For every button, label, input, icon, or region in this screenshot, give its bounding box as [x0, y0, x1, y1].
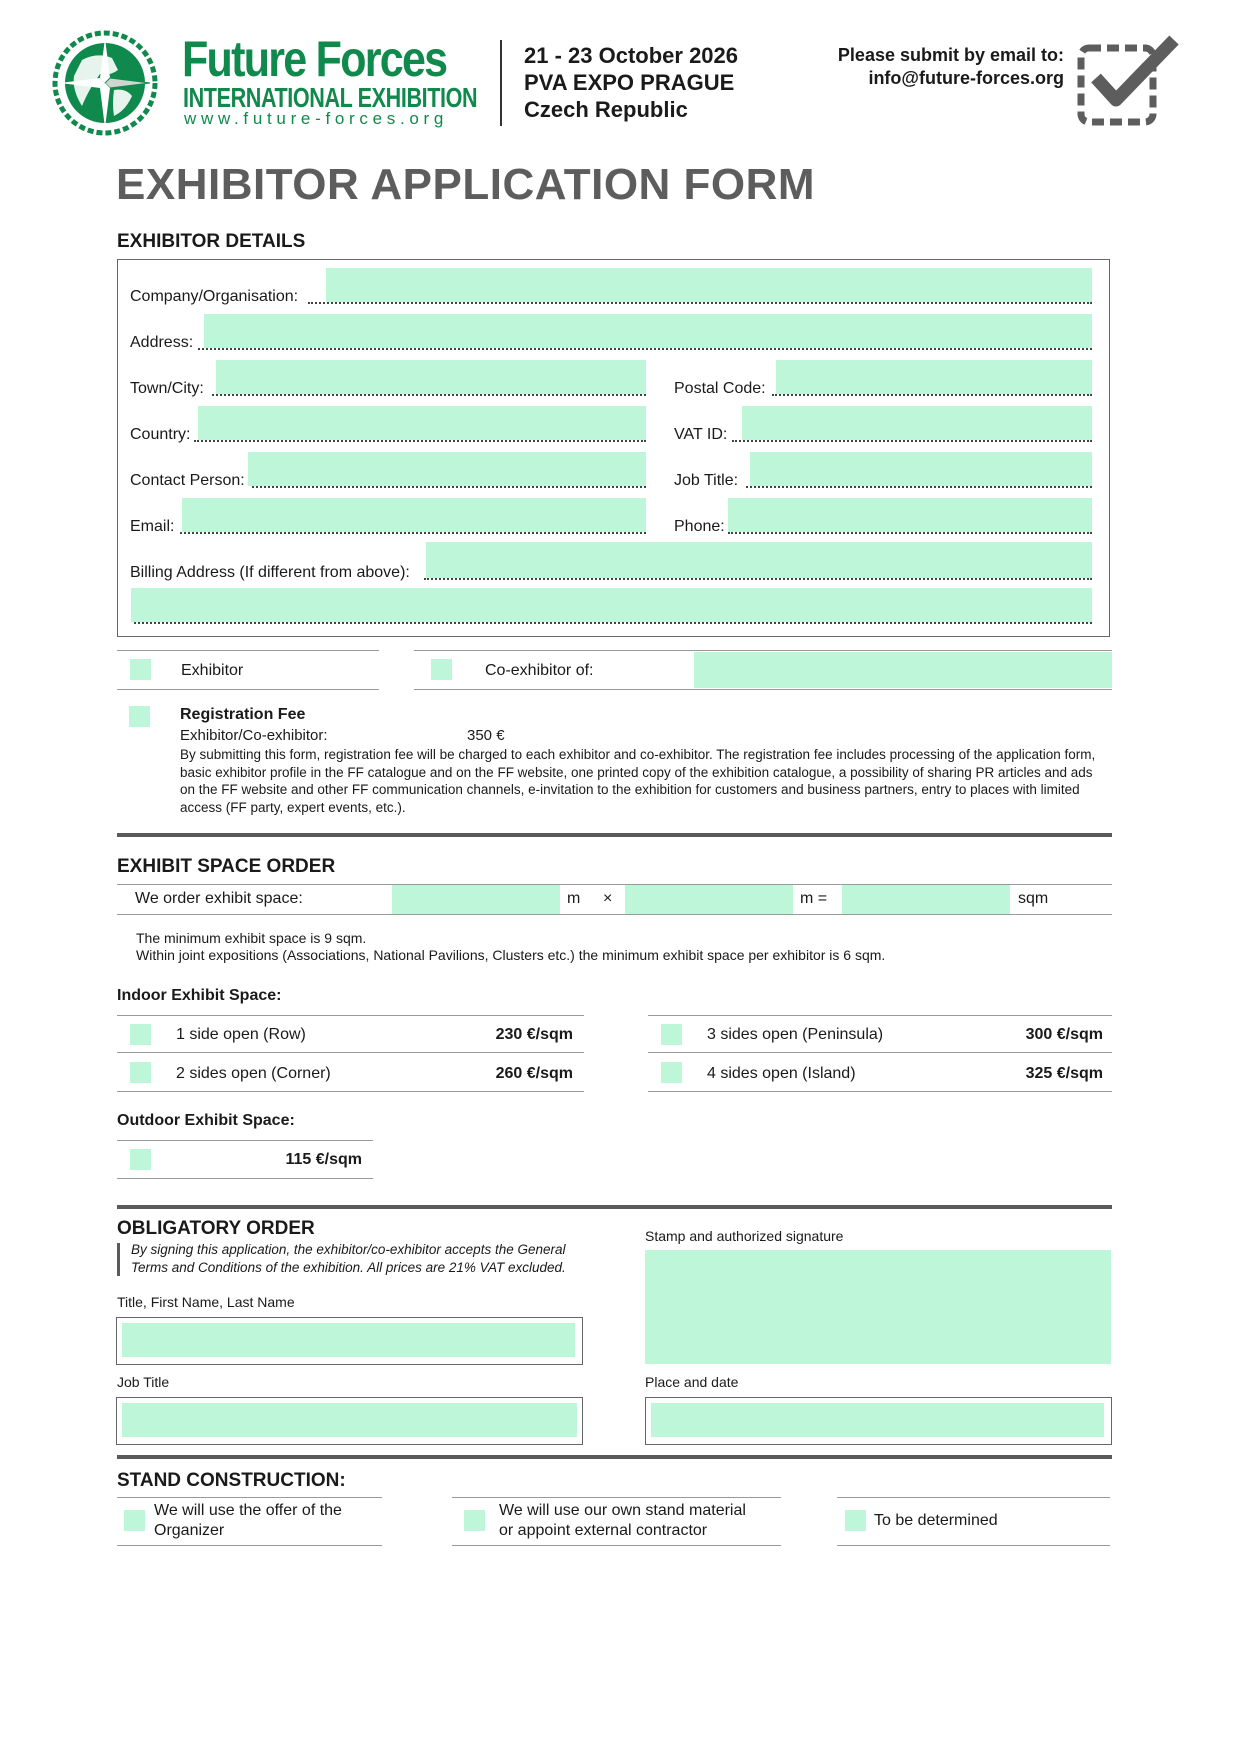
stand-line-1-bottom: [117, 1545, 382, 1546]
type-line-top-right: [414, 650, 1112, 651]
postal-field[interactable]: [776, 360, 1092, 394]
unit-sqm-label: sqm: [1018, 890, 1049, 907]
vat-label: VAT ID:: [674, 426, 728, 443]
indoor-right-line-3: [648, 1091, 1112, 1092]
indoor-option-price: 260 €/sqm: [495, 1065, 573, 1082]
space-note-1: The minimum exhibit space is 9 sqm.: [136, 930, 367, 946]
address-label: Address:: [130, 334, 194, 351]
indoor-option-price: 325 €/sqm: [1025, 1065, 1103, 1082]
outdoor-heading: Outdoor Exhibit Space:: [117, 1112, 295, 1129]
jobtitle-dots: [746, 486, 1092, 488]
billing-label: Billing Address (If different from above):: [130, 564, 410, 581]
country-dots: [194, 440, 646, 442]
address-dots: [198, 348, 1092, 350]
indoor-option-price: 300 €/sqm: [1025, 1026, 1103, 1043]
event-dates: 21 - 23 October 2026: [524, 43, 739, 68]
stand-option-tbd-label: To be determined: [874, 1512, 998, 1529]
indoor-option-checkbox[interactable]: [661, 1024, 682, 1045]
address-field[interactable]: [204, 314, 1092, 348]
name-label: Title, First Name, Last Name: [117, 1294, 295, 1310]
jobtitle-sign-label: Job Title: [117, 1374, 170, 1390]
contact-dots: [252, 486, 646, 488]
stand-option-own-line-2: or appoint external contractor: [499, 1522, 708, 1539]
email-field[interactable]: [182, 498, 646, 532]
stand-option-organizer-line-1: We will use the offer of the: [154, 1502, 342, 1519]
indoor-option-label: 1 side open (Row): [176, 1026, 306, 1043]
place-date-label: Place and date: [645, 1374, 739, 1390]
section-heading-obligatory: OBLIGATORY ORDER: [117, 1218, 315, 1239]
indoor-option-label: 4 sides open (Island): [707, 1065, 856, 1082]
registration-fee-checkbox[interactable]: [129, 706, 150, 727]
stand-line-3-top: [837, 1497, 1110, 1498]
type-line-bottom-left: [117, 689, 379, 690]
indoor-option-label: 2 sides open (Corner): [176, 1065, 331, 1082]
space-total-field[interactable]: [842, 885, 1010, 914]
billing-dots-2: [134, 622, 1092, 624]
logo-url: www.future-forces.org: [184, 109, 449, 128]
registration-fee-title: Registration Fee: [180, 706, 306, 723]
phone-field[interactable]: [728, 498, 1092, 532]
event-country: Czech Republic: [524, 97, 688, 122]
space-width-field[interactable]: [392, 885, 560, 914]
submit-label: Please submit by email to:: [837, 45, 1064, 65]
coexhibitor-option-label: Co-exhibitor of:: [485, 662, 594, 679]
exhibitor-checkbox[interactable]: [130, 659, 151, 680]
outdoor-line-1: [117, 1140, 373, 1141]
jobtitle-sign-field[interactable]: [122, 1403, 577, 1437]
indoor-heading: Indoor Exhibit Space:: [117, 987, 282, 1004]
outdoor-checkbox[interactable]: [130, 1149, 151, 1170]
order-line-bottom: [117, 914, 1112, 915]
divider-3: [117, 1455, 1112, 1459]
postal-dots: [772, 394, 1092, 396]
indoor-option-checkbox[interactable]: [661, 1062, 682, 1083]
registration-fee-line-label: Exhibitor/Co-exhibitor:: [180, 727, 328, 744]
town-label: Town/City:: [130, 380, 204, 397]
stamp-label: Stamp and authorized signature: [645, 1228, 844, 1244]
name-field[interactable]: [122, 1323, 575, 1357]
stand-option-organizer-checkbox[interactable]: [124, 1510, 145, 1531]
event-venue: PVA EXPO PRAGUE: [524, 70, 735, 95]
unit-m-label: m: [567, 890, 581, 907]
indoor-option-checkbox[interactable]: [130, 1062, 151, 1083]
contact-field[interactable]: [248, 452, 646, 486]
stand-option-tbd-checkbox[interactable]: [845, 1510, 866, 1531]
registration-fee-amount: 350 €: [467, 727, 505, 744]
outdoor-line-2: [117, 1178, 373, 1179]
stand-line-2-top: [452, 1497, 781, 1498]
order-space-label: We order exhibit space:: [135, 890, 303, 907]
divider-2: [117, 1205, 1112, 1209]
section-heading-space-order: EXHIBIT SPACE ORDER: [117, 856, 336, 877]
billing-field-2[interactable]: [131, 588, 1092, 622]
town-field[interactable]: [216, 360, 646, 394]
unit-m-equals-label: m =: [800, 890, 828, 907]
coexhibitor-of-field[interactable]: [694, 652, 1112, 688]
jobtitle-label: Job Title:: [674, 472, 739, 489]
indoor-option-price: 230 €/sqm: [495, 1026, 573, 1043]
indoor-right-line-2: [648, 1052, 1112, 1053]
obligatory-note-bar: [117, 1243, 120, 1276]
email-label: Email:: [130, 518, 175, 535]
vat-dots: [732, 440, 1092, 442]
stand-option-own-checkbox[interactable]: [464, 1510, 485, 1531]
type-line-bottom-right: [414, 689, 1112, 690]
postal-label: Postal Code:: [674, 380, 766, 397]
phone-label: Phone:: [674, 518, 725, 535]
town-dots: [212, 394, 646, 396]
exhibitor-option-label: Exhibitor: [181, 662, 244, 679]
company-field[interactable]: [326, 268, 1092, 302]
stand-line-2-bottom: [452, 1545, 781, 1546]
times-label: ×: [603, 890, 613, 907]
stamp-signature-field[interactable]: [645, 1250, 1111, 1364]
stand-option-own-line-1: We will use our own stand material: [499, 1502, 746, 1519]
coexhibitor-checkbox[interactable]: [431, 659, 452, 680]
stand-line-3-bottom: [837, 1545, 1110, 1546]
submit-email[interactable]: info@future-forces.org: [868, 68, 1064, 88]
indoor-option-checkbox[interactable]: [130, 1024, 151, 1045]
obligatory-note-line-2: Terms and Conditions of the exhibition. All prices are 21% VAT excluded.: [131, 1260, 566, 1275]
divider-1: [117, 833, 1112, 837]
outdoor-price: 115 €/sqm: [285, 1151, 362, 1168]
company-dots: [308, 302, 1092, 304]
vat-field[interactable]: [742, 406, 1092, 440]
jobtitle-field[interactable]: [750, 452, 1092, 486]
stand-line-1-top: [117, 1497, 382, 1498]
indoor-option-label: 3 sides open (Peninsula): [707, 1026, 884, 1043]
header-divider: [500, 40, 502, 126]
country-label: Country:: [130, 426, 191, 443]
logo-subtitle: INTERNATIONAL EXHIBITION: [183, 82, 478, 113]
indoor-left-line-1: [117, 1015, 584, 1016]
obligatory-note-line-1: By signing this application, the exhibitor/co-exhibitor accepts the General: [131, 1242, 566, 1257]
space-depth-field[interactable]: [625, 885, 793, 914]
registration-fee-description: By submitting this form, registration fee will be charged to each exhibitor and co-exhibitor. The registration fee includes processing of the application form, basic exhibitor profile in the FF catalogue and on the FF website, one printed copy of the exhibition catalogue, a possibility of sharing PR articles and ads on the FF website and other FF communication channels, e-invitation to the exhibition for customers and business partners, entry to places with limited access (FF party, expert events, etc.).: [180, 747, 1096, 815]
indoor-left-line-2: [117, 1052, 584, 1053]
place-date-field[interactable]: [651, 1403, 1104, 1437]
checkbox-check-icon: [1076, 34, 1180, 128]
phone-dots: [728, 532, 1092, 534]
logo-title: Future Forces: [182, 31, 447, 87]
contact-label: Contact Person:: [130, 472, 245, 489]
space-note-2: Within joint expositions (Associations, National Pavilions, Clusters etc.) the minimum exhibit space per exhibitor is 6 sqm.: [136, 947, 886, 963]
indoor-left-line-3: [117, 1091, 584, 1092]
stand-option-organizer-line-2: Organizer: [154, 1522, 225, 1539]
company-label: Company/Organisation:: [130, 288, 299, 305]
form-title: EXHIBITOR APPLICATION FORM: [116, 160, 816, 209]
section-heading-exhibitor-details: EXHIBITOR DETAILS: [117, 231, 306, 252]
globe-compass-icon: [52, 30, 158, 136]
billing-field[interactable]: [426, 542, 1092, 578]
section-heading-stand: STAND CONSTRUCTION:: [117, 1470, 346, 1491]
country-field[interactable]: [198, 406, 646, 440]
email-dots: [180, 532, 646, 534]
indoor-right-line-1: [648, 1015, 1112, 1016]
billing-dots: [424, 578, 1092, 580]
type-line-top-left: [117, 650, 379, 651]
